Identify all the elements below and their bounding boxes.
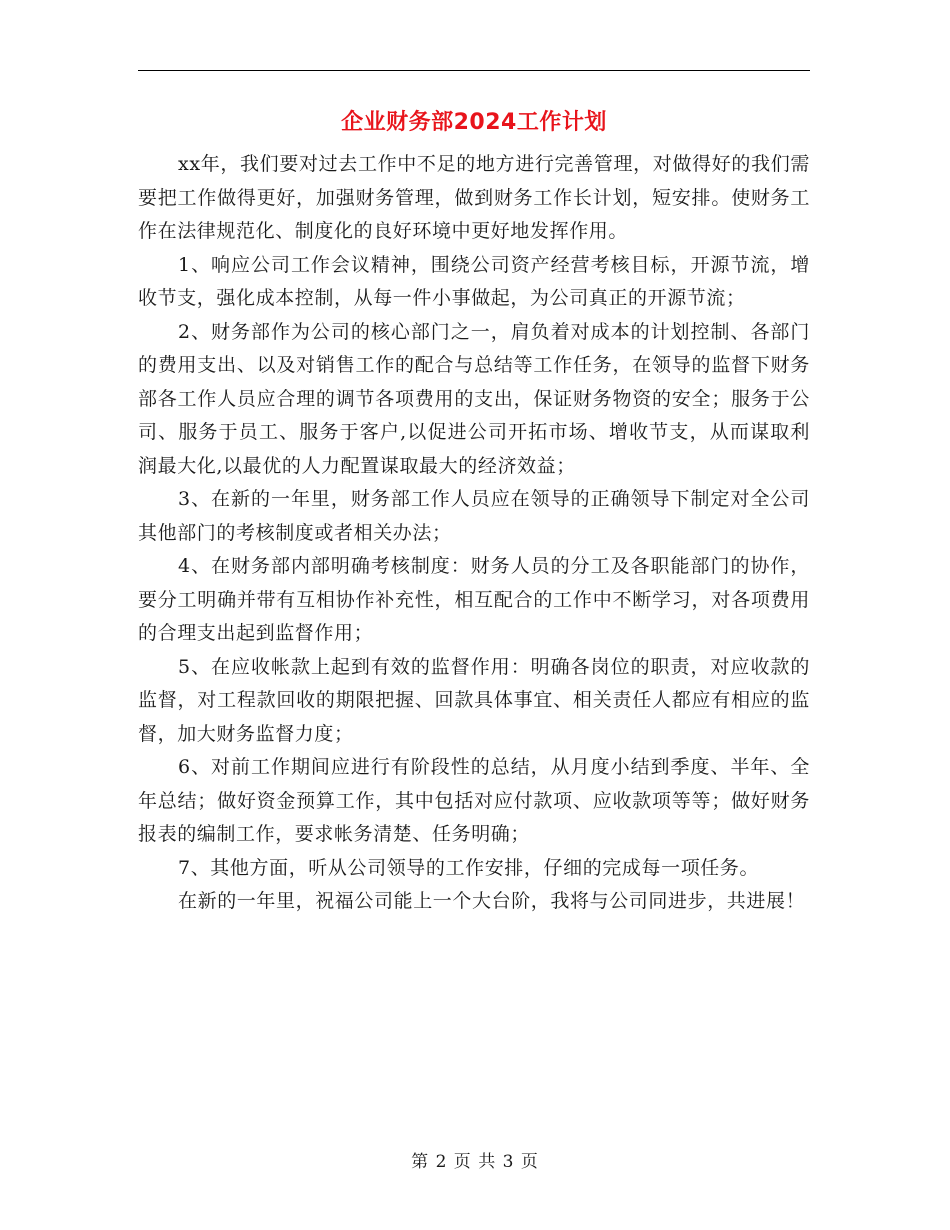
paragraph-item-1: 1、响应公司工作会议精神，围绕公司资产经营考核目标，开源节流，增收节支，强化成本控制，从每一件小事做起，为公司真正的开源节流； (138, 253, 810, 309)
paragraph-intro: xx年，我们要对过去工作中不足的地方进行完善管理，对做得好的我们需要把工作做得更好，加强财务管理，做到财务工作长计划，短安排。使财务工作在法律规范化、制度化的良好环境中更好地发挥作用。 (138, 153, 810, 242)
paragraph-item-4: 4、在财务部内部明确考核制度：财务人员的分工及各职能部门的协作，要分工明确并带有互相协作补充性，相互配合的工作中不断学习，对各项费用的合理支出起到监督作用； (138, 555, 810, 644)
paragraph-item-5: 5、在应收帐款上起到有效的监督作用：明确各岗位的职责，对应收款的监督，对工程款回收的期限把握、回款具体事宜、相关责任人都应有相应的监督，加大财务监督力度； (138, 655, 810, 745)
paragraph-closing: 在新的一年里，祝福公司能上一个大台阶，我将与公司同进步，共进展！ (178, 890, 806, 912)
page-number-footer: 第 2 页 共 3 页 (411, 1152, 539, 1172)
header-rule (138, 70, 810, 71)
paragraph-item-7: 7、其他方面，听从公司领导的工作安排，仔细的完成每一项任务。 (178, 856, 760, 879)
paragraph-item-6: 6、对前工作期间应进行有阶段性的总结，从月度小结到季度、半年、全年总结；做好资金预算工作，其中包括对应付款项、应收款项等等；做好财务报表的编制工作，要求帐务清楚、任务明确； (138, 756, 810, 845)
paragraph-item-2: 2、财务部作为公司的核心部门之一，肩负着对成本的计划控制、各部门的费用支出、以及对销售工作的配合与总结等工作任务，在领导的监督下财务部各工作人员应合理的调节各项费用的支出，保证财务物资的安全；服务于公司、服务于员工、服务于客户,以促进公司开拓市场、增收节支，从而谋取利润最大化,以最优的人力配置谋取最大的经济效益； (138, 320, 810, 477)
document-title: 企业财务部2024工作计划 (341, 110, 607, 135)
document-body (138, 148, 810, 919)
paragraph-item-3: 3、在新的一年里，财务部工作人员应在领导的正确领导下制定对全公司其他部门的考核制度或者相关办法； (138, 488, 810, 544)
